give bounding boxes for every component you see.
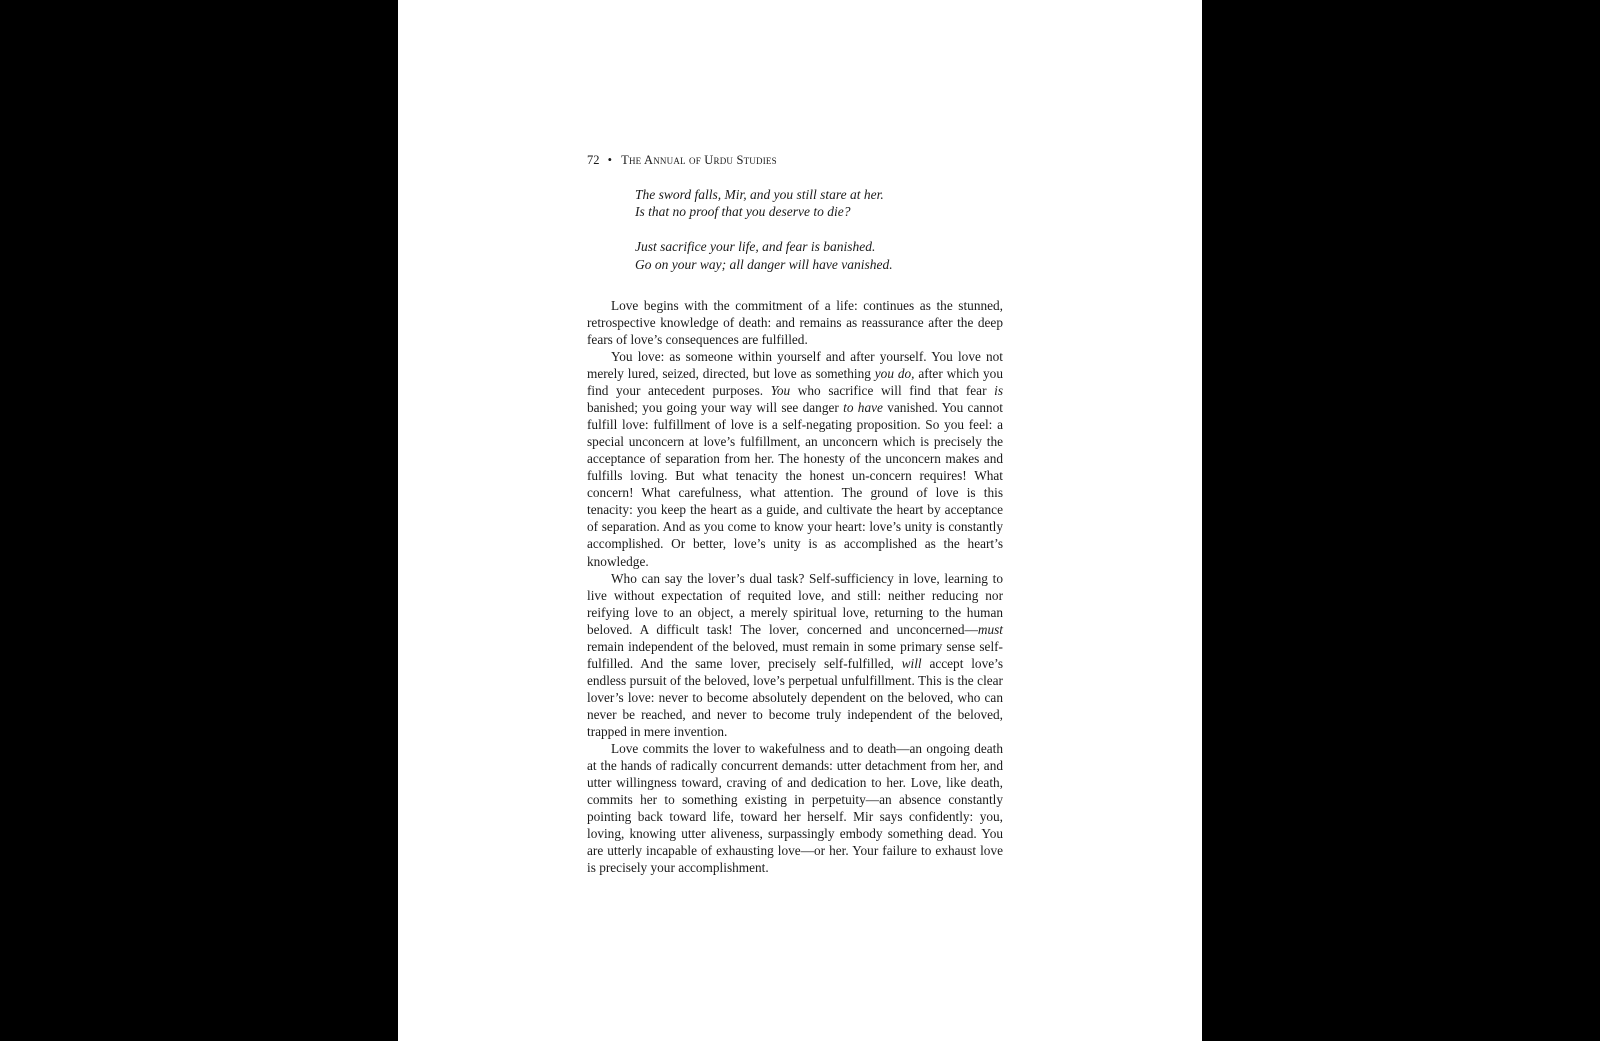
paragraph-text: who sacrifice will find that fear xyxy=(790,383,995,399)
running-head-separator: • xyxy=(607,153,613,167)
emphasis-text: to have xyxy=(843,400,883,416)
paragraph-1: Love begins with the commitment of a life: continues as the stunned, retrospective knowledge of death: and remains as reassurance after the deep fears of love’s consequences are fulfilled. xyxy=(587,297,1003,347)
verse-couplet-2 xyxy=(635,238,1003,272)
paragraph-text: remain independent of the beloved, must remain in some primary sense self-fulfilled. And the same lover, precisely self-fulfilled, xyxy=(587,638,1003,671)
page-number: 72 xyxy=(587,153,600,167)
emphasis-text: must xyxy=(977,621,1003,637)
paragraph-text: after which you find your antecedent purposes. xyxy=(587,366,1003,399)
paragraph-text: vanished. You cannot fulfill love: fulfillment of love is a self-negating proposition. So you feel: a special unconcern at love’s fulfillment, an unconcern which is precisely the acceptance of separation from her. The honesty of the unconcern makes and fulfills loving. But what tenacity the honest un-concern requires! What concern! What carefulness, what attention. The ground of love is this tenacity: you keep the heart as a guide, and cultivate the heart by acceptance of separation. And as you come to know your heart: love’s unity is constantly accomplished. Or better, love’s unity is as accomplished as the heart’s knowledge. xyxy=(587,400,1003,569)
verse-line: Go on your way; all danger will have vanished. xyxy=(635,256,893,272)
paragraph-text: accept love’s endless pursuit of the beloved, love’s perpetual unfulfillment. This is the clear lover’s love: never to become absolutely dependent on the beloved, who can never be reached, and never to become truly independent of the beloved, trapped in mere invention. xyxy=(587,655,1003,739)
document-page xyxy=(398,0,1202,1041)
running-head xyxy=(587,152,1003,168)
emphasis-text: You xyxy=(770,383,791,399)
page-content xyxy=(587,152,1003,876)
emphasis-text: is xyxy=(994,383,1003,399)
verse-couplet-1 xyxy=(635,186,1003,220)
journal-title: The Annual of Urdu Studies xyxy=(621,153,777,167)
body-text xyxy=(587,297,1003,877)
verse-line: Is that no proof that you deserve to die? xyxy=(635,204,851,220)
emphasis-text: will xyxy=(901,655,922,671)
paragraph-text: banished; you going your way will see danger xyxy=(587,400,844,416)
verse-line: The sword falls, Mir, and you still stare at her. xyxy=(635,187,884,202)
emphasis-text: you do, xyxy=(874,366,915,381)
paragraph-3 xyxy=(587,570,1003,740)
paragraph-2 xyxy=(587,348,1003,570)
verse-line: Just sacrifice your life, and fear is banished. xyxy=(635,239,876,255)
paragraph-4: Love commits the lover to wakefulness and to death—an ongoing death at the hands of radically concurrent demands: utter detachment from her, and utter willingness toward, craving of and dedication to her. Love, like death, commits her to something existing in perpetuity—an absence constantly pointing back toward life, toward her herself. Mir says confidently: you, loving, knowing utter aliveness, surpassingly embody something dead. You are utterly incapable of exhausting love—or her. Your failure to exhaust love is precisely your accomplishment. xyxy=(587,741,1003,876)
paragraph-text: You love: as someone within yourself and after yourself. You love not merely lured, seized, directed, but love as something xyxy=(587,348,1003,381)
paragraph-text: Who can say the lover’s dual task? Self-sufficiency in love, learning to live without expectation of requited love, and still: neither reducing nor reifying love to an object, a merely spiritual love, returning to the human beloved. A difficult task! The lover, concerned and unconcerned— xyxy=(587,570,1003,637)
